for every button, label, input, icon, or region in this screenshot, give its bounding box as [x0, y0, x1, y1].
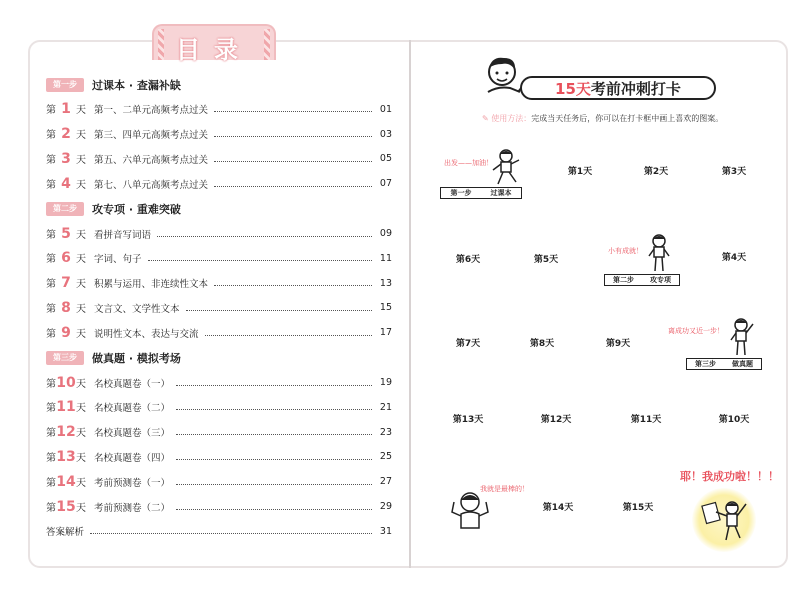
day-label — [46, 325, 92, 341]
checkin-day-4[interactable]: 第4天 — [721, 253, 747, 263]
entry-title: 答案解析 — [46, 527, 85, 539]
entry-title: 积累与运用、非连续性文本 — [94, 279, 209, 291]
section-badge: 第二步 — [46, 202, 84, 216]
page-number: 09 — [379, 228, 392, 240]
checkin-day-11[interactable]: 第11天 — [630, 415, 662, 425]
page-number: 11 — [379, 252, 392, 264]
dot-leader — [214, 156, 372, 162]
section-badge: 第三步 — [46, 351, 84, 365]
toc-entry-answers[interactable] — [46, 519, 392, 544]
day-number: 3 — [61, 150, 71, 167]
checkin-day-2[interactable]: 第2天 — [643, 167, 669, 177]
day-suffix: 天 — [76, 403, 86, 415]
speech-bubble: 出发——加油！ — [444, 159, 493, 167]
title-tab — [152, 24, 276, 64]
dot-leader — [90, 528, 372, 534]
toc-entry-day-7[interactable] — [46, 271, 392, 296]
page-number: 03 — [379, 128, 392, 140]
day-prefix: 第 — [46, 105, 56, 117]
day-label — [46, 101, 92, 117]
day-label — [46, 300, 92, 316]
success-text: 耶！我成功啦！！！ — [680, 470, 779, 483]
day-prefix: 第 — [46, 328, 56, 340]
dot-leader — [157, 231, 372, 237]
day-prefix: 第 — [46, 279, 56, 291]
day-prefix: 第 — [46, 303, 56, 315]
entry-title: 第五、六单元高频考点过关 — [94, 154, 209, 166]
day-label — [46, 275, 92, 291]
entry-title: 字词、句子 — [94, 254, 142, 266]
speech-bubble: 小有成就！ — [608, 247, 643, 255]
day-suffix: 天 — [76, 130, 86, 142]
entry-title: 第一、二单元高频考点过关 — [94, 105, 209, 117]
day-prefix: 第 — [46, 229, 56, 241]
toc-entry-day-8[interactable] — [46, 296, 392, 321]
usage-notice — [482, 113, 723, 124]
day-number: 5 — [61, 225, 71, 242]
toc-entry-day-6[interactable] — [46, 246, 392, 271]
waving-boy-illustration — [728, 318, 756, 358]
checkin-day-10[interactable]: 第10天 — [718, 415, 750, 425]
day-number: 1 — [61, 101, 71, 118]
entry-title: 看拼音写词语 — [94, 229, 152, 241]
toc-entry-day-13[interactable] — [46, 445, 392, 470]
day-prefix: 第 — [46, 477, 56, 489]
section-header-2 — [46, 196, 392, 221]
day-suffix: 天 — [76, 502, 86, 514]
section-title: 做真题 · 模拟考场 — [92, 351, 181, 365]
day-number: 14 — [56, 473, 76, 490]
checkin-day-1[interactable]: 第1天 — [567, 167, 593, 177]
page-number: 29 — [379, 501, 392, 513]
page-number: 31 — [379, 525, 392, 537]
flexing-boy-illustration — [448, 490, 492, 530]
day-prefix: 第 — [46, 378, 56, 390]
pencil-icon: ✎ — [482, 114, 489, 123]
entry-title: 第七、八单元高频考点过关 — [94, 179, 209, 191]
toc-entry-day-3[interactable] — [46, 147, 392, 172]
day-prefix: 第 — [46, 452, 56, 464]
day-label — [46, 449, 92, 465]
day-label — [46, 375, 92, 391]
day-suffix: 天 — [76, 328, 86, 340]
entry-title: 考前预测卷（二） — [94, 502, 171, 514]
day-number: 11 — [56, 399, 76, 416]
dot-leader — [186, 305, 372, 311]
day-label — [46, 399, 92, 415]
checkin-day-3[interactable]: 第3天 — [721, 167, 747, 177]
step-label: 第三步 — [695, 360, 716, 368]
dot-leader — [176, 454, 372, 460]
day-label — [46, 226, 92, 242]
page-number: 25 — [379, 451, 392, 463]
banner-highlight: 15天 — [555, 79, 591, 98]
checkin-day-13[interactable]: 第13天 — [452, 415, 484, 425]
day-number: 13 — [56, 448, 76, 465]
entry-title: 第三、四单元高频考点过关 — [94, 130, 209, 142]
toc-entry-day-4[interactable] — [46, 171, 392, 196]
page-number: 07 — [379, 178, 392, 190]
day-prefix: 第 — [46, 154, 56, 166]
day-label — [46, 499, 92, 515]
section-header-1 — [46, 72, 392, 97]
day-number: 10 — [56, 374, 76, 391]
dot-leader — [214, 106, 372, 112]
day-suffix: 天 — [76, 229, 86, 241]
page-number: 15 — [379, 302, 392, 314]
checkin-day-14[interactable]: 第14天 — [542, 503, 574, 513]
step-box-3 — [686, 358, 762, 370]
section-title: 攻专项 · 重难突破 — [92, 202, 181, 216]
day-suffix: 天 — [76, 452, 86, 464]
page-number: 17 — [379, 327, 392, 339]
notice-text: 完成当天任务后，你可以在打卡框中画上喜欢的图案。 — [531, 114, 724, 123]
toc-entry-day-12[interactable] — [46, 420, 392, 445]
day-label — [46, 424, 92, 440]
standing-boy-illustration — [646, 234, 672, 274]
toc-entry-day-9[interactable] — [46, 320, 392, 345]
entry-title: 名校真题卷（三） — [94, 428, 171, 440]
day-label — [46, 151, 92, 167]
day-number: 6 — [61, 250, 71, 267]
dot-leader — [214, 181, 372, 187]
table-of-contents — [46, 72, 392, 544]
page-number: 21 — [379, 401, 392, 413]
day-number: 8 — [61, 299, 71, 316]
checkin-day-5[interactable]: 第5天 — [533, 255, 559, 265]
toc-entry-day-1[interactable] — [46, 97, 392, 122]
dot-leader — [176, 504, 372, 510]
dot-leader — [176, 429, 372, 435]
entry-title: 名校真题卷（二） — [94, 403, 171, 415]
day-suffix: 天 — [76, 378, 86, 390]
dot-leader — [176, 380, 372, 386]
step-name: 过课本 — [490, 189, 512, 197]
day-suffix: 天 — [76, 477, 86, 489]
day-number: 12 — [56, 424, 76, 441]
step-label: 第一步 — [450, 189, 472, 197]
toc-entry-day-5[interactable] — [46, 221, 392, 246]
day-suffix: 天 — [76, 254, 86, 266]
page-number: 19 — [379, 377, 392, 389]
checkin-day-15[interactable]: 第15天 — [622, 503, 654, 513]
checkin-day-12[interactable]: 第12天 — [540, 415, 572, 425]
page-number: 27 — [379, 476, 392, 488]
section-badge: 第一步 — [46, 78, 84, 92]
speech-bubble: 离成功又近一步！ — [668, 327, 724, 335]
page-number: 23 — [379, 426, 392, 438]
day-label — [46, 474, 92, 490]
day-label — [46, 176, 92, 192]
section-title: 过课本 · 查漏补缺 — [92, 78, 181, 92]
entry-title: 文言文、文学性文本 — [94, 303, 180, 315]
day-number: 4 — [61, 175, 71, 192]
banner-text: 考前冲刺打卡 — [590, 79, 681, 98]
checkin-day-8[interactable]: 第8天 — [529, 339, 555, 349]
day-number: 2 — [61, 126, 71, 143]
checkin-day-6[interactable]: 第6天 — [455, 255, 481, 265]
day-suffix: 天 — [76, 303, 86, 315]
step-name: 做真题 — [732, 360, 753, 368]
step-label: 第二步 — [613, 276, 634, 284]
dot-leader — [148, 255, 372, 261]
entry-title: 名校真题卷（四） — [94, 452, 171, 464]
speech-bubble: 我就是最棒的！ — [480, 485, 529, 493]
entry-title: 说明性文本、表达与交流 — [94, 328, 199, 340]
day-prefix: 第 — [46, 502, 56, 514]
day-number: 7 — [61, 275, 71, 292]
page-number: 01 — [379, 103, 392, 115]
celebrating-boy-illustration — [700, 490, 756, 550]
checkin-banner — [520, 76, 716, 100]
notice-label: 使用方法： — [491, 114, 532, 123]
toc-entry-day-2[interactable] — [46, 122, 392, 147]
section-header-3 — [46, 345, 392, 370]
day-label — [46, 250, 92, 266]
page-fold — [409, 40, 411, 568]
toc-entry-day-15[interactable] — [46, 494, 392, 519]
dot-leader — [205, 330, 372, 336]
step-name: 攻专项 — [650, 276, 671, 284]
page-number: 05 — [379, 153, 392, 165]
day-prefix: 第 — [46, 254, 56, 266]
dot-leader — [214, 131, 372, 137]
day-prefix: 第 — [46, 179, 56, 191]
dot-leader — [176, 404, 372, 410]
day-prefix: 第 — [46, 130, 56, 142]
day-suffix: 天 — [76, 179, 86, 191]
day-prefix: 第 — [46, 428, 56, 440]
toc-entry-day-10[interactable] — [46, 370, 392, 395]
dot-leader — [214, 280, 372, 286]
checkin-day-9[interactable]: 第9天 — [605, 339, 631, 349]
day-label — [46, 126, 92, 142]
day-number: 15 — [56, 498, 76, 515]
running-boy-illustration — [488, 148, 524, 190]
dot-leader — [176, 479, 372, 485]
step-box-2 — [604, 274, 680, 286]
day-prefix: 第 — [46, 403, 56, 415]
day-suffix: 天 — [76, 428, 86, 440]
day-suffix: 天 — [76, 279, 86, 291]
toc-entry-day-14[interactable] — [46, 469, 392, 494]
step-box-1 — [440, 187, 522, 199]
toc-entry-day-11[interactable] — [46, 395, 392, 420]
day-number: 9 — [61, 324, 71, 341]
checkin-day-7[interactable]: 第7天 — [455, 339, 481, 349]
day-suffix: 天 — [76, 105, 86, 117]
entry-title: 名校真题卷（一） — [94, 378, 171, 390]
page-number: 13 — [379, 277, 392, 289]
page-title: 目录 — [176, 36, 252, 64]
entry-title: 考前预测卷（一） — [94, 477, 171, 489]
day-suffix: 天 — [76, 154, 86, 166]
